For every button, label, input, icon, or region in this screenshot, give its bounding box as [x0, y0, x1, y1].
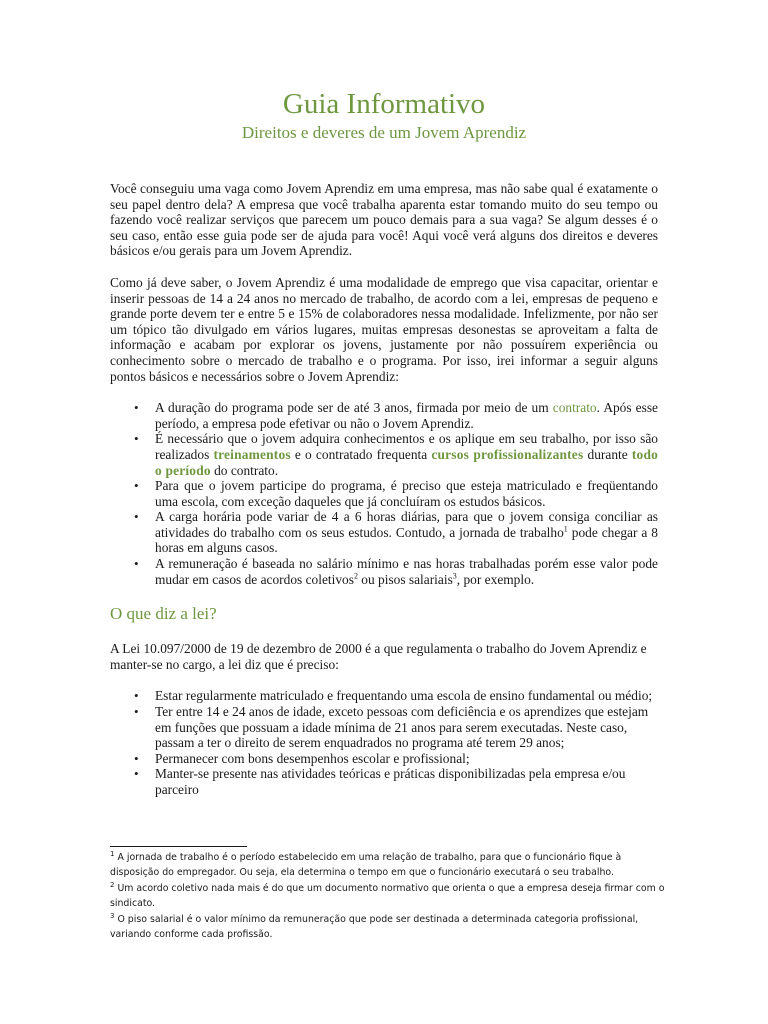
- footnote-divider: [110, 846, 247, 847]
- bullet-icon: •: [134, 688, 139, 704]
- list-item: [110, 766, 658, 797]
- link-contrato[interactable]: contrato: [552, 400, 597, 416]
- section-heading: O que diz a lei?: [110, 604, 217, 624]
- footnote-number: 1: [110, 849, 115, 858]
- item-text: A remuneração é baseada no salário mínimo e nas horas trabalhadas porém esse valor pode mudar em casos de acordos coletivos: [155, 556, 658, 587]
- item-text: Estar regularmente matriculado e frequentando uma escola de ensino fundamental ou médio;: [155, 688, 653, 704]
- bullet-icon: •: [134, 750, 139, 766]
- bullet-icon: •: [134, 509, 139, 525]
- list-item: [110, 478, 658, 509]
- footnote-2: [110, 881, 670, 912]
- footnote-number: 3: [110, 911, 115, 920]
- bullet-icon: •: [134, 766, 139, 782]
- page-subtitle: Direitos e deveres de um Jovem Aprendiz: [241, 123, 527, 142]
- list-item: [110, 556, 658, 587]
- item-text: É necessário que o jovem adquira conhecimentos e os aplique em seu trabalho, por isso são realizados: [155, 431, 658, 462]
- item-text: . Após esse período, a empresa pode efetivar ou não o Jovem Aprendiz.: [155, 400, 658, 431]
- item-text: e o contratado frequenta: [290, 446, 432, 462]
- info-bullet-list: [110, 400, 658, 587]
- law-bullet-list: [110, 688, 658, 797]
- list-item: [110, 751, 658, 767]
- footnote-1: [110, 850, 670, 881]
- footnote-text: A jornada de trabalho é o período estabelecido em uma relação de trabalho, para que o funcionário fique à disposição do empregador. Ou seja, ela determina o tempo em que o funcionário executará o seu trabalho.: [110, 852, 622, 879]
- bullet-icon: •: [134, 704, 139, 720]
- intro-paragraph-2: Como já deve saber, o Jovem Aprendiz é uma modalidade de emprego que visa capacitar, orientar e inserir pessoas de 14 a 24 anos no mercado de trabalho, de acordo com a lei, empresas de pequeno e grande porte devem ter e entre 5 e 15% de colaboradores nessa modalidade. Infelizmente, por não ser um tópico tão divulgado em vários lugares, muitas empresas desonestas se aproveitam a falta de informação e acabam por explorar os jovens, justamente por não possuírem experiência ou conhecimento sobre o mercado de trabalho e o programa. Por isso, irei informar a seguir alguns pontos básicos e necessários sobre o Jovem Aprendiz:: [110, 274, 658, 384]
- item-text: durante: [583, 446, 632, 462]
- item-text: ou pisos salariais: [357, 571, 453, 587]
- item-text: do contrato.: [210, 462, 279, 478]
- footnote-3: [110, 912, 670, 943]
- item-text: A carga horária pode variar de 4 a 6 horas diárias, para que o jovem consiga conciliar as atividades do trabalho com os seus estudos. Contudo, a jornada de trabalho: [155, 509, 658, 540]
- document-body: [110, 181, 658, 798]
- list-item: [110, 688, 658, 704]
- law-paragraph: A Lei 10.097/2000 de 19 de dezembro de 2000 é a que regulamenta o trabalho do Jovem Aprendiz e manter-se no cargo, a lei diz que é preciso:: [110, 641, 647, 672]
- footnote-ref-1[interactable]: 1: [563, 524, 568, 534]
- item-text: Manter-se presente nas atividades teóricas e práticas disponibilizadas pela empresa e/ou parceiro: [155, 766, 626, 797]
- list-item: [110, 431, 658, 478]
- page-title: Guia Informativo: [282, 88, 486, 120]
- link-todo-o-periodo[interactable]: todo o período: [155, 446, 658, 478]
- item-text: A duração do programa pode ser de até 3 anos, firmada por meio de um: [155, 400, 553, 416]
- bullet-icon: •: [134, 431, 139, 447]
- item-text: , por exemplo.: [456, 571, 535, 587]
- bullet-icon: •: [134, 400, 139, 416]
- list-item: [110, 509, 658, 556]
- bullet-icon: •: [134, 478, 139, 494]
- item-text: Ter entre 14 e 24 anos de idade, exceto pessoas com deficiência e os aprendizes que estejam em funções que possuam a idade mínima de 21 anos para serem executadas. Neste caso, passam a ter o direito de serem enquadrados no programa até terem 29 anos;: [155, 704, 649, 751]
- list-item: [110, 400, 658, 431]
- item-text: Para que o jovem participe do programa, é preciso que esteja matriculado e freqüentando uma escola, com exceção daqueles que já concluíram os estudos básicos.: [155, 478, 658, 509]
- list-item: [110, 704, 658, 751]
- footnote-ref-3[interactable]: 3: [452, 571, 457, 581]
- link-treinamentos[interactable]: treinamentos: [213, 446, 291, 462]
- intro-paragraph-1: Você conseguiu uma vaga como Jovem Aprendiz em uma empresa, mas não sabe qual é exatamente o seu papel dentro dela? A empresa que você trabalha aparenta estar tomando muito do seu tempo ou fazendo você realizar serviços que parecem um pouco demais para a sua vaga? Se algum desses é o seu caso, então esse guia pode ser de ajuda para você! Aqui você verá alguns dos direitos e deveres básicos e/ou gerais para um Jovem Aprendiz.: [110, 181, 658, 259]
- bullet-icon: •: [134, 556, 139, 572]
- item-text: pode chegar a 8 horas em alguns casos.: [155, 524, 658, 556]
- item-text: Permanecer com bons desempenhos escolar e profissional;: [155, 750, 470, 766]
- footnote-number: 2: [110, 880, 115, 889]
- footnotes: [110, 850, 670, 942]
- footnote-ref-2[interactable]: 2: [353, 571, 358, 581]
- link-cursos-profissionalizantes[interactable]: cursos profissionalizantes: [431, 446, 584, 462]
- footnote-text: Um acordo coletivo nada mais é do que um documento normativo que orienta o que a empresa deseja firmar com o sindicato.: [110, 882, 665, 910]
- footnote-text: O piso salarial é o valor mínimo da remuneração que pode ser destinada a determinada categoria profissional, variando conforme cada profissão.: [110, 913, 639, 941]
